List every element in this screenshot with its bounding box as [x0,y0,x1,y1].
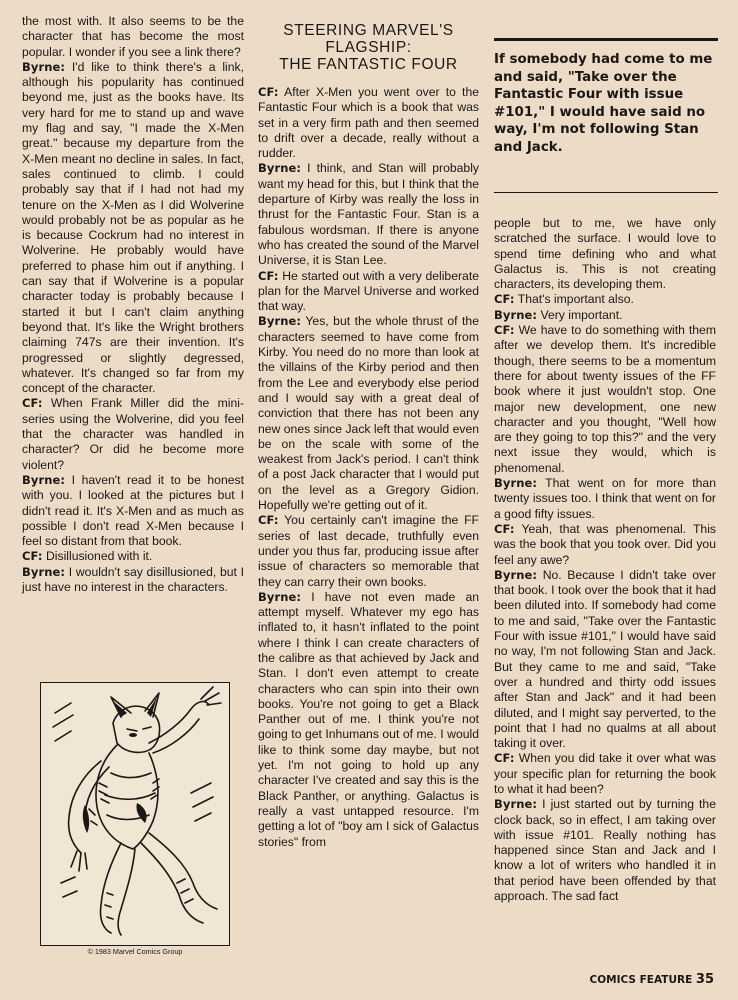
paragraph-text: That went on for more than twenty issues too. I think that went on for a good fifty issues. [494,476,716,521]
paragraph-text: Yeah, that was phenomenal. This was the book that you took over. Did you feel any awe? [494,521,716,567]
interview-paragraph [22,60,244,397]
paragraph-text: No. Because I didn't take over that book. I took over the book that it had been diluted into. If somebody had come to me and said, "Take over the Fantastic Four with issue #101," I would have said no way, I'm not following Stan and Jack. But they came to me and said, "Take over a hundred and thirty odd issues after Stan and Jack" and it had been diluted, and I might say perverted, to the point that I had no qualms at all about taking it over. [494,567,716,751]
interview-paragraph [22,565,244,596]
speaker-label: Byrne: [494,567,538,582]
column-2 [258,14,479,850]
heading-line: FLAGSHIP: [325,39,412,56]
interview-paragraph [494,323,716,476]
paragraph-text: I haven't read it to be honest with you. I looked at the pictures but I didn't read it. It's X-Men and as much as possible I don't read X-Men because I feel so distant from that book. [22,472,244,549]
paragraph-text: I just started out by turning the clock back, so in effect, I am taking over with issue #101. Really nothing has happened since Stan and Jack and I know a lot of writers who handled it in that period have been offended by that approach. The sad fact [494,797,716,904]
interview-paragraph [258,161,479,268]
interview-paragraph [22,473,244,549]
paragraph-text: I have not even made an attempt myself. Whatever my ego has inflated to, it hasn't inflated to the point where I think I can create characters of the calibre as that achieved by Jack and Stan. I don't even attempt to create characters who can spin into their own books. You're not going to get a Black Panther out of me. I think you're not going to get Inhumans out of me. I would like to think some day maybe, but not yet. I'm not going to hold up any character I've created and say this is the Black Panther, or anything. Galactus is really a vast untapped resource. I'm getting a lot of "boy am I sick of Galactus stories" from [258,589,479,849]
wolverine-illustration [40,682,230,946]
paragraph-text: Disillusioned with it. [42,549,153,564]
speaker-label: CF: [22,549,43,564]
column-1 [22,14,244,595]
interview-paragraph [22,396,244,472]
column-2-body [258,85,479,850]
interview-paragraph [494,476,716,522]
speaker-label: Byrne: [258,589,302,604]
speaker-label: CF: [258,268,279,283]
line-art-drawing [41,683,229,945]
speaker-label: CF: [22,396,43,411]
interview-paragraph [258,513,479,589]
paragraph-text: You certainly can't imagine the FF series of last decade, truthfully even under you thus far, producing issue after issue of characters so memorable that they can carry their own books. [258,513,479,589]
interview-paragraph [494,308,716,323]
magazine-name: COMICS FEATURE [589,974,693,986]
speaker-label: CF: [494,323,515,338]
speaker-label: CF: [494,521,515,536]
paragraph-text: That's important also. [514,292,634,307]
speaker-label: Byrne: [494,476,538,491]
paragraph-text: Yes, but the whole thrust of the characters seemed to have come from Kirby. You need do no more than look at the villains of the Kirby period and then from the Lee and everybody else period and I would say with a great deal of conviction that there has not been any new ones since Jack left that would even be on the scale with some of the weakest from Jack's period. I can't think of a post Jack character that I would put on the level as a Gregory Gidion. Hopefully we're getting out of it. [258,314,479,513]
column-3 [494,216,716,904]
interview-paragraph [258,85,479,161]
speaker-label: Byrne: [494,307,538,322]
paragraph-text: I wouldn't say disillusioned, but I just have no interest in the characters. [22,564,244,594]
heading-line: THE FANTASTIC FOUR [279,56,458,73]
paragraph-text: Very important. [537,307,623,322]
paragraph-text: I'd like to think there's a link, although his popularity has continued beyond me, just as the books have. Its very hard for me to stand up and wave my flag and say, "I made the X-Men great." because my departure from the X-Men meant no decline in sales. In fact, sales continued to climb. I could probably say that if I had not had my tenure on the X-Men as I did Wolverine would probably not be as popular as he is because Cockrum had no interest in Wolverine. He probably would have preferred to phase him out if anything. I can say that if Wolverine is a popular character today is probably because I started it but I can't claim anything beyond that. It's like the Wright brothers claiming 747s are their invention. It's progressed or slightly degressed, whatever. It's changed so far from my concept of the character. [22,59,244,396]
interview-paragraph [22,14,244,60]
speaker-label: Byrne: [22,564,66,579]
speaker-label: CF: [258,85,279,99]
speaker-label: Byrne: [258,161,302,176]
pull-quote-rule [494,192,718,193]
speaker-label: Byrne: [258,314,302,329]
paragraph-text: When you did take it over what was your specific plan for returning the book to what it had been? [494,751,716,796]
paragraph-text: We have to do something with them after we develop them. It's incredible though, there seems to be a momentum there for about twenty issues of the FF book where it just wouldn't stop. One major new development, one new character and you thought, "Well how are they going to top this?" and the very next issue they would, which is phenomenal. [494,323,716,475]
interview-paragraph [494,216,716,292]
interview-paragraph [258,314,479,513]
interview-paragraph [494,292,716,307]
speaker-label: CF: [494,292,515,307]
paragraph-text: the most with. It also seems to be the character that has become the most popular. I wonder if you see a link there? [22,14,244,59]
speaker-label: Byrne: [494,797,538,812]
paragraph-text: people but to me, we have only scratched the surface. I would love to spend time defining who and what Galactus is. This is not creating characters, its developing them. [494,216,716,292]
interview-paragraph [22,549,244,564]
paragraph-text: I think, and Stan will probably want my head for this, but I think that the departure of Kirby was really the loss in thrust for the Fantastic Four. Stan is a fabulous wordsman. If there is anyone who has created the sound of the Marvel Universe, it is Stan Lee. [258,161,479,268]
page-number: 35 [695,972,714,987]
paragraph-text: He started out with a very deliberate plan for the Marvel Universe and worked that way. [258,268,479,314]
interview-paragraph [258,590,479,850]
interview-paragraph [494,522,716,568]
speaker-label: CF: [258,513,279,528]
speaker-label: Byrne: [22,472,66,487]
interview-paragraph [494,751,716,797]
speaker-label: CF: [494,751,515,766]
interview-paragraph [494,568,716,752]
interview-paragraph [494,797,716,904]
page-footer [590,972,714,987]
interview-paragraph [258,269,479,315]
speaker-label: Byrne: [22,59,66,74]
heading-line: STEERING MARVEL'S [283,22,454,39]
section-heading [258,22,479,73]
paragraph-text: When Frank Miller did the mini-series using the Wolverine, did you feel that the character was handled in character? Or did he become more violent? [22,396,244,472]
paragraph-text: After X-Men you went over to the Fantastic Four which is a book that was set in a very firm path and then seemed to drift over a decade, really without a rudder. [258,85,479,161]
copyright-credit: © 1983 Marvel Comics Group [87,947,183,956]
pull-quote: If somebody had come to me and said, "Take over the Fantastic Four with issue #101," I would have said no way, I'm not following Stan and Jack. [494,38,718,156]
